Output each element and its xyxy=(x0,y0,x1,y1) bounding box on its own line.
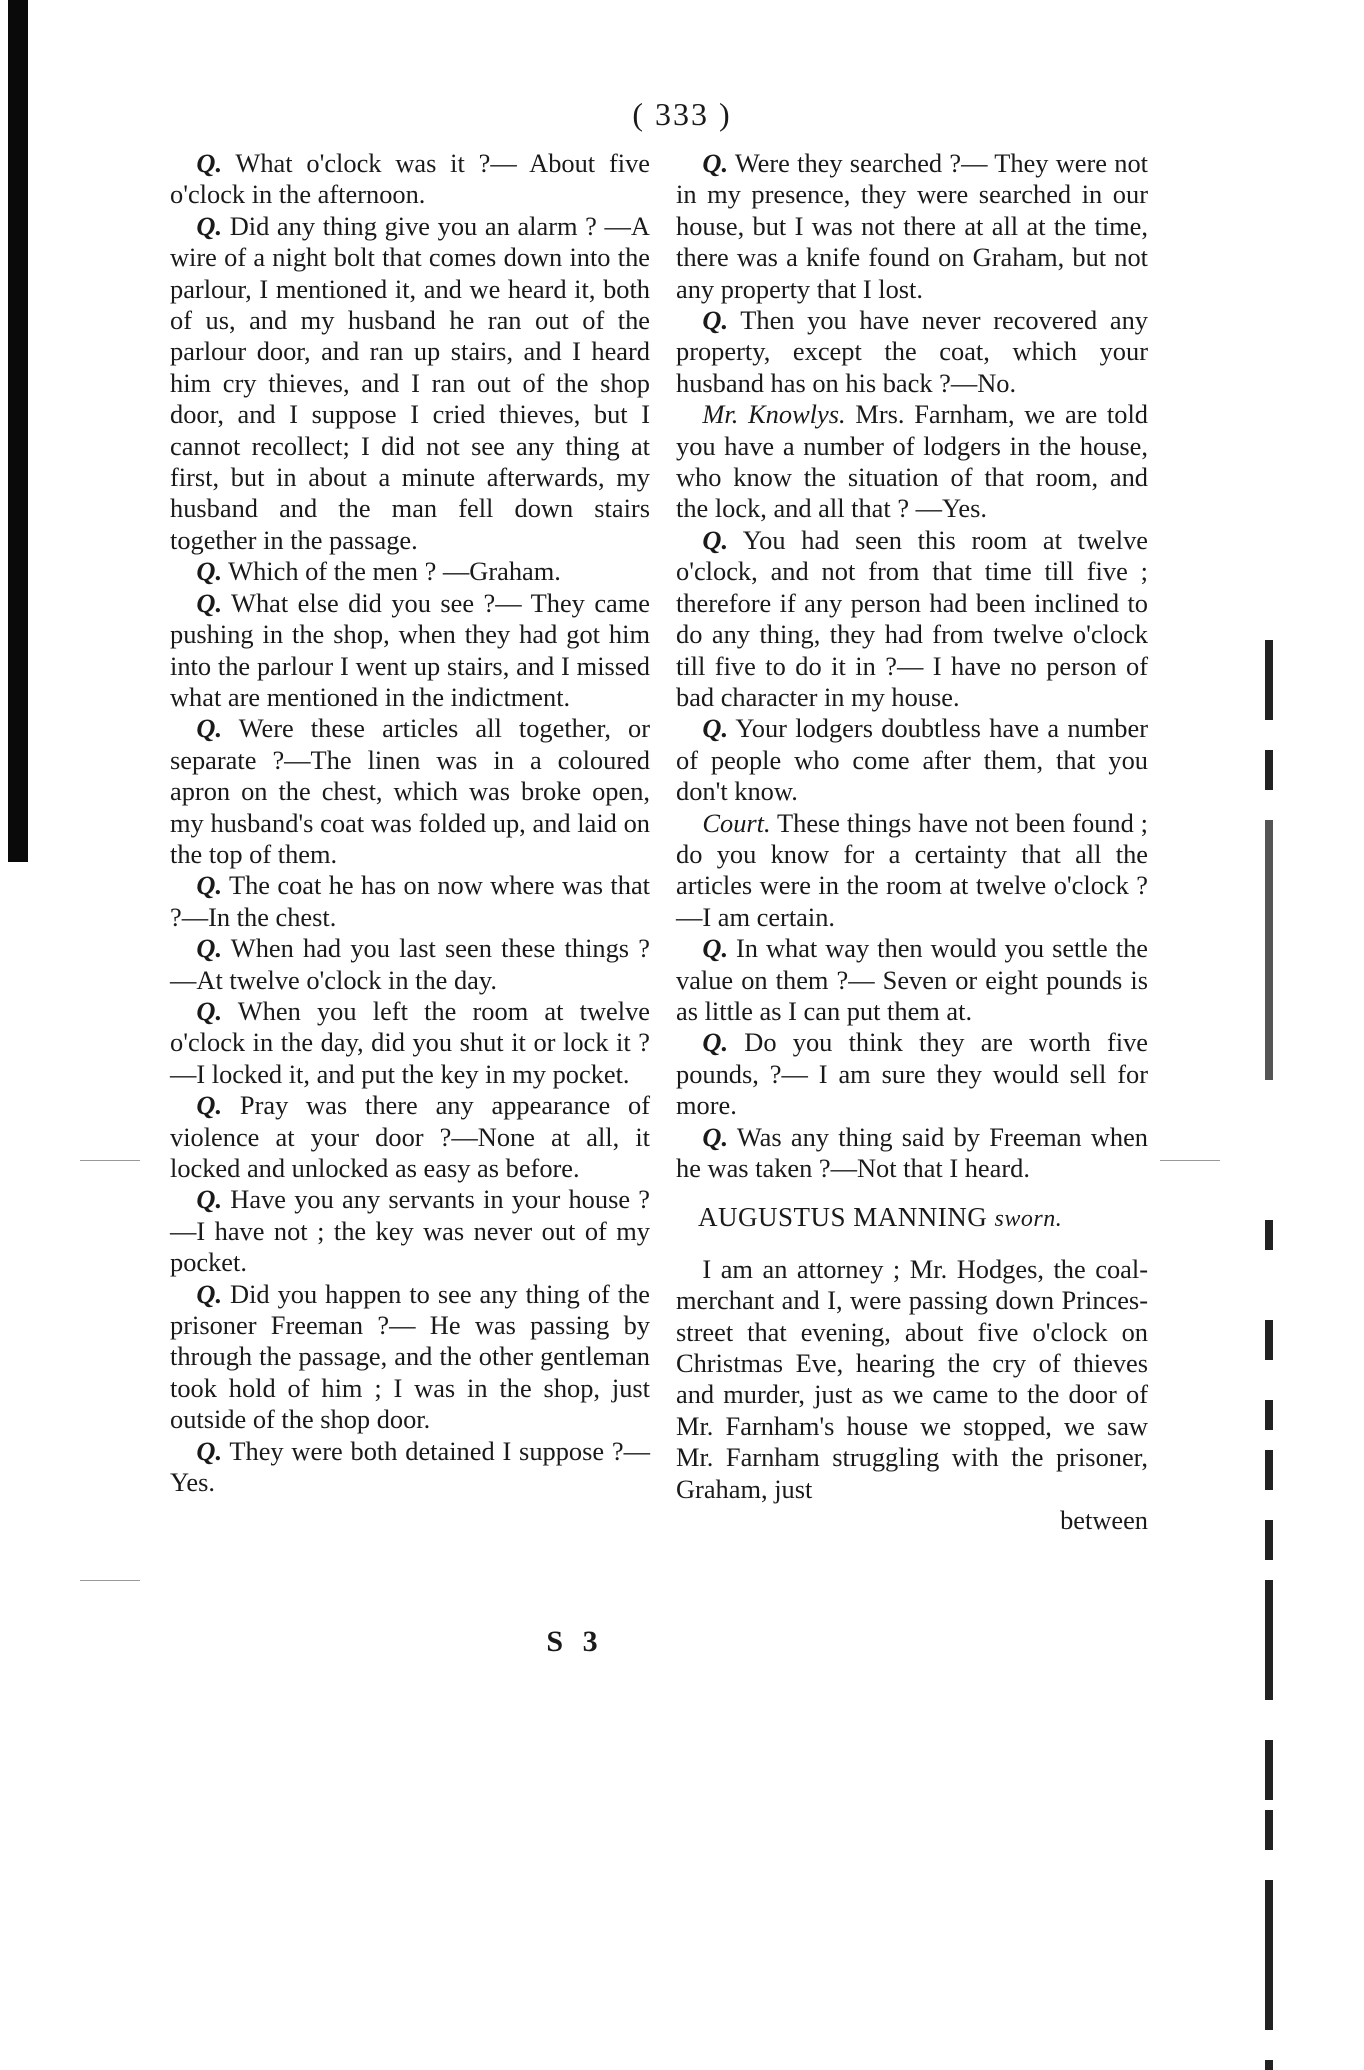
qa-paragraph: Q. Do you think they are worth five pounds, ?— I am sure they would sell for more. xyxy=(676,1027,1148,1121)
qa-paragraph: Q. Then you have never recovered any property, except the coat, which your husband has on his back ?—No. xyxy=(676,305,1148,398)
qa-paragraph: Q. When had you last seen these things ?—At twelve o'clock in the day. xyxy=(170,933,651,995)
qa-paragraph: Q. What else did you see ?— They came pushing in the shop, when they had got him into the parlour I went up stairs, and I missed what are mentioned in the indictment. xyxy=(170,587,651,712)
qa-paragraph: Q. Were they searched ?— They were not in my presence, they were searched in our house, but I was not there at all at the time, there was a knife found on Graham, but not any property that I lost. xyxy=(676,148,1149,304)
qa-paragraph: Q. Which of the men ? —Graham. xyxy=(196,556,561,587)
qa-paragraph: Q. Pray was there any appearance of violence at your door ?—None at all, it locked and unlocked as easy as before. xyxy=(170,1090,650,1183)
catchword: between xyxy=(1060,1505,1148,1536)
qa-paragraph: Q. Did any thing give you an alarm ? —A wire of a night bolt that comes down into the parlour, I mentioned it, and we heard it, both of us, and my husband he ran out of the parlour door, and ran up stairs, and I heard him cry thieves, and I ran out of the shop door, and I suppose I cried thieves, but I cannot recollect; I did not see any thing at first, but in about a minute afterwards, my husband and the man fell down stairs together in the passage. xyxy=(170,210,650,555)
qa-paragraph: Q. Have you any servants in your house ?—I have not ; the key was never out of my pocket. xyxy=(170,1184,650,1278)
qa-paragraph: Q. Did you happen to see any thing of the prisoner Freeman ?— He was passing by through the passage, and the other gentleman took hold of him ; I was in the shop, just outside of the shop door. xyxy=(170,1278,650,1435)
qa-paragraph: Q. Was any thing said by Freeman when he was taken ?—Not that I heard. xyxy=(676,1121,1148,1183)
qa-paragraph: Q. Were these articles all together, or separate ?—The linen was in a coloured apron on the chest, which was broke open, my husband's coat was folded up, and laid on the top of them. xyxy=(170,713,650,869)
scan-rule xyxy=(80,1160,140,1161)
witness-heading: AUGUSTUS MANNING sworn. xyxy=(698,1202,1063,1233)
qa-paragraph: Q. What o'clock was it ?— About five o'clock in the afternoon. xyxy=(170,148,650,210)
left-column xyxy=(170,148,650,1498)
qa-paragraph: Q. When you left the room at twelve o'clock in the day, did you shut it or lock it ?—I locked it, and put the key in my pocket. xyxy=(170,995,650,1089)
counsel-paragraph: Mr. Knowlys. Mrs. Farnham, we are told you have a number of lodgers in the house, who know the situation of that room, and the lock, and all that ? —Yes. xyxy=(676,399,1148,524)
qa-paragraph: Q. You had seen this room at twelve o'clock, and not from that time till five ; therefore if any person had been inclined to do any thing, they had from twelve o'clock till five to do it in ?— I have no person of bad character in my house. xyxy=(676,524,1148,712)
scan-rule xyxy=(80,1580,140,1581)
qa-paragraph: Q. Your lodgers doubtless have a number of people who come after them, that you don't know. xyxy=(676,713,1148,807)
qa-paragraph: Q. The coat he has on now where was that ?—In the chest. xyxy=(170,870,650,932)
qa-paragraph: Q. They were both detained I suppose ?—Yes. xyxy=(170,1435,650,1498)
page-number: ( 333 ) xyxy=(632,96,732,132)
right-column xyxy=(676,148,1148,1536)
scan-rule xyxy=(1160,1160,1220,1161)
signature-mark: S 3 xyxy=(546,1625,604,1658)
scan-margin-marks xyxy=(1265,620,1279,2000)
witness-testimony: I am an attorney ; Mr. Hodges, the coal-merchant and I, were passing down Princes-street that evening, about five o'clock on Christmas Eve, hearing the cry of thieves and murder, just as we came to the door of Mr. Farnham's house we stopped, we saw Mr. Farnham struggling with the prisoner, Graham, just xyxy=(676,1253,1148,1504)
qa-paragraph: Q. In what way then would you settle the value on them ?— Seven or eight pounds is as little as I can put them at. xyxy=(676,933,1148,1026)
court-paragraph: Court. These things have not been found ; do you know for a certainty that all the articles were in the room at twelve o'clock ?—I am certain. xyxy=(676,807,1148,932)
